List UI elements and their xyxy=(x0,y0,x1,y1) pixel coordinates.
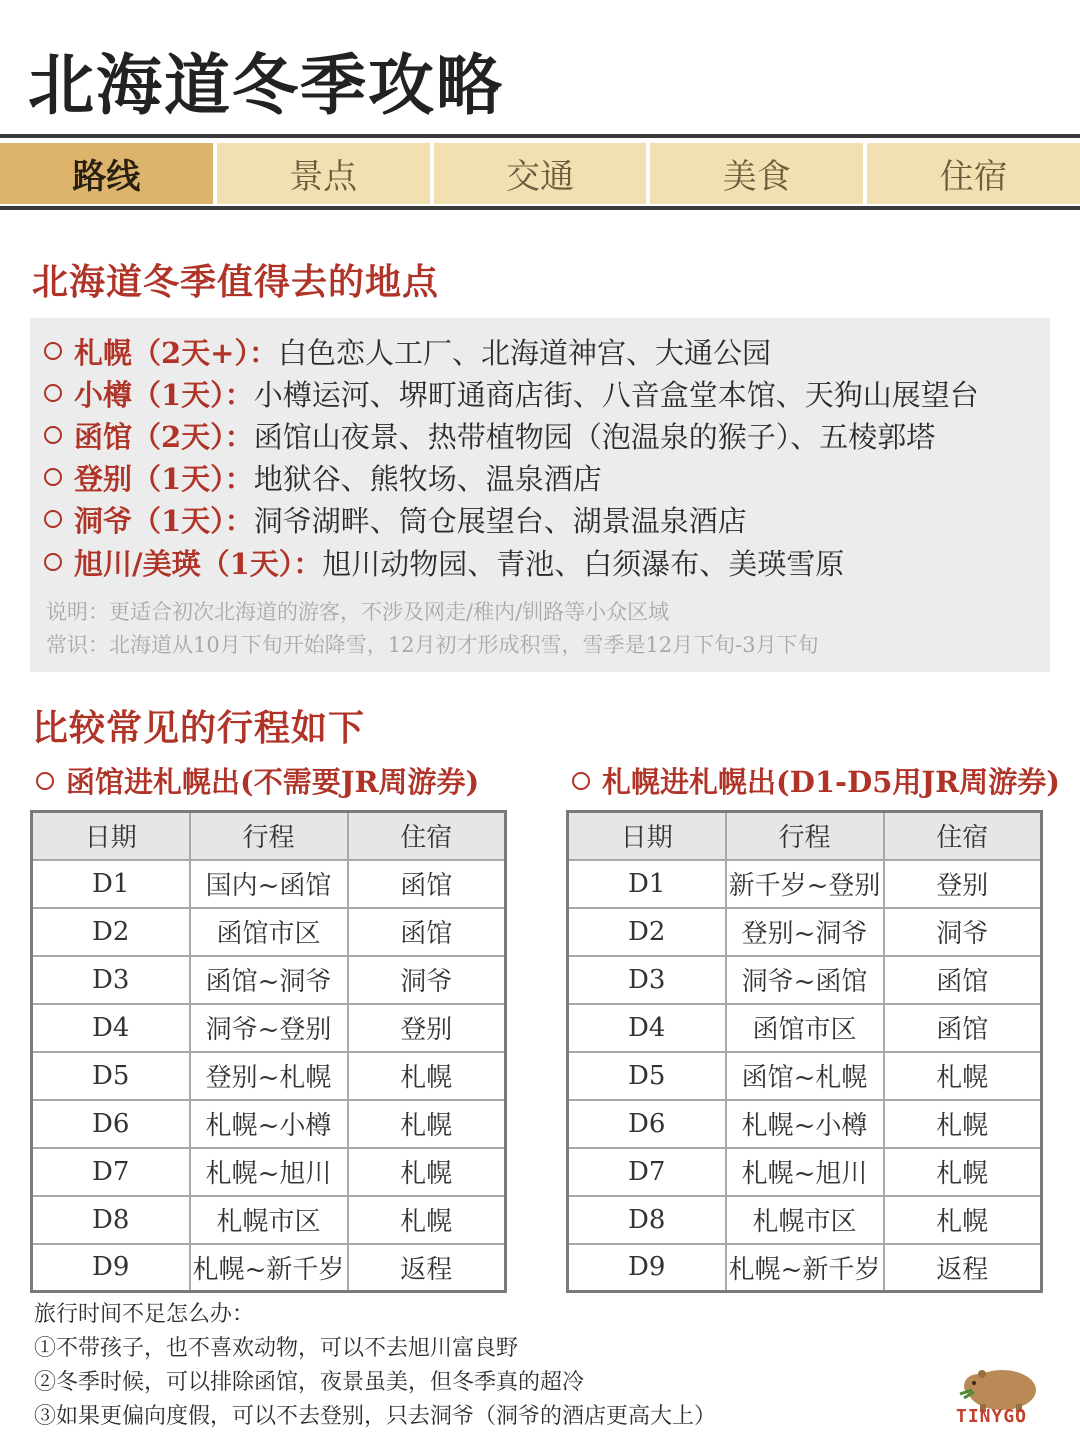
cell-route: 函馆~洞爷 xyxy=(190,956,348,1004)
table-row xyxy=(32,908,506,956)
table-row xyxy=(568,1196,1042,1244)
cell-route: 登别~洞爷 xyxy=(726,908,884,956)
place-spots: 小樽运河、堺町通商店街、八音盒堂本馆、天狗山展望台 xyxy=(253,377,979,412)
place-name: 函馆（2天）： xyxy=(74,419,254,454)
header-route: 行程 xyxy=(726,812,884,860)
tips-heading: 旅行时间不足怎么办： xyxy=(34,1302,255,1327)
places-box xyxy=(30,318,1050,672)
cell-date: D4 xyxy=(32,1004,190,1052)
table-row xyxy=(568,860,1042,908)
plan-a-title-text: 函馆进札幌出(不需要JR周游券) xyxy=(66,765,480,799)
table-row xyxy=(568,1052,1042,1100)
place-item xyxy=(44,456,602,498)
tip-item: ②冬季时候，可以排除函馆，夜景虽美，但冬季真的超冷 xyxy=(34,1370,585,1395)
tip-item: ③如果更偏向度假，可以不去登别，只去洞爷（洞爷的酒店更高大上） xyxy=(34,1404,717,1429)
place-name: 旭川/美瑛（1天）： xyxy=(74,546,323,581)
circle-bullet-icon xyxy=(44,342,62,360)
cell-date: D9 xyxy=(568,1244,726,1292)
table-row xyxy=(32,1100,506,1148)
table-row xyxy=(32,1052,506,1100)
cell-lodging: 洞爷 xyxy=(348,956,506,1004)
cell-route: 札幌~新千岁 xyxy=(726,1244,884,1292)
cell-route: 函馆市区 xyxy=(726,1004,884,1052)
cell-lodging: 洞爷 xyxy=(884,908,1042,956)
header-lodging: 住宿 xyxy=(348,812,506,860)
cell-lodging: 函馆 xyxy=(348,860,506,908)
cell-date: D5 xyxy=(568,1052,726,1100)
places-heading: 北海道冬季值得去的地点 xyxy=(32,261,440,303)
cell-lodging: 返程 xyxy=(884,1244,1042,1292)
cell-lodging: 札幌 xyxy=(884,1100,1042,1148)
table-header-row xyxy=(568,812,1042,860)
cell-date: D2 xyxy=(32,908,190,956)
place-item xyxy=(44,330,771,372)
logo-text: TINYGO xyxy=(956,1406,1028,1427)
place-name: 小樽（1天）： xyxy=(74,377,254,412)
place-item xyxy=(44,414,935,456)
cell-date: D2 xyxy=(568,908,726,956)
place-spots: 函馆山夜景、热带植物园（泡温泉的猴子）、五棱郭塔 xyxy=(253,419,936,454)
place-spots: 旭川动物园、青池、白须瀑布、美瑛雪原 xyxy=(322,546,845,581)
table-header-row xyxy=(32,812,506,860)
top-divider xyxy=(0,134,1080,138)
cell-lodging: 登别 xyxy=(348,1004,506,1052)
place-spots: 地狱谷、熊牧场、温泉酒店 xyxy=(253,461,602,496)
place-spots: 白色恋人工厂、北海道神宫、大通公园 xyxy=(277,335,771,370)
cell-date: D9 xyxy=(32,1244,190,1292)
table-row xyxy=(32,956,506,1004)
cell-lodging: 札幌 xyxy=(884,1196,1042,1244)
cell-route: 登别~札幌 xyxy=(190,1052,348,1100)
cell-lodging: 函馆 xyxy=(884,956,1042,1004)
page-title: 北海道冬季攻略 xyxy=(28,46,504,124)
tab-food[interactable]: 美食 xyxy=(650,143,863,204)
cell-lodging: 返程 xyxy=(348,1244,506,1292)
place-spots: 洞爷湖畔、筒仓展望台、湖景温泉酒店 xyxy=(253,503,747,538)
circle-bullet-icon xyxy=(36,772,54,790)
table-row xyxy=(32,1004,506,1052)
table-row xyxy=(32,1196,506,1244)
cell-route: 国内~函馆 xyxy=(190,860,348,908)
header-date: 日期 xyxy=(32,812,190,860)
tab-route[interactable]: 路线 xyxy=(0,143,213,204)
cell-route: 函馆市区 xyxy=(190,908,348,956)
cell-lodging: 登别 xyxy=(884,860,1042,908)
itinerary-heading: 比较常见的行程如下 xyxy=(32,707,366,749)
cell-route: 札幌~小樽 xyxy=(190,1100,348,1148)
cell-date: D4 xyxy=(568,1004,726,1052)
cell-route: 札幌市区 xyxy=(190,1196,348,1244)
circle-bullet-icon xyxy=(44,468,62,486)
circle-bullet-icon xyxy=(572,772,590,790)
cell-route: 札幌~旭川 xyxy=(190,1148,348,1196)
table-row xyxy=(568,1004,1042,1052)
cell-date: D8 xyxy=(568,1196,726,1244)
note-explanation: 说明：更适合初次北海道的游客，不涉及网走/稚内/钏路等小众区域 xyxy=(46,600,670,624)
header-lodging: 住宿 xyxy=(884,812,1042,860)
header-route: 行程 xyxy=(190,812,348,860)
tips-block xyxy=(34,1298,716,1434)
circle-bullet-icon xyxy=(44,426,62,444)
plan-b-title xyxy=(572,760,1060,801)
circle-bullet-icon xyxy=(44,553,62,571)
table-row xyxy=(568,1148,1042,1196)
table-row xyxy=(568,1244,1042,1292)
cell-date: D7 xyxy=(32,1148,190,1196)
cell-date: D3 xyxy=(32,956,190,1004)
cell-route: 札幌~小樽 xyxy=(726,1100,884,1148)
place-item xyxy=(44,498,747,540)
table-row xyxy=(32,1148,506,1196)
cell-route: 洞爷~登别 xyxy=(190,1004,348,1052)
plan-b-table xyxy=(566,810,1043,1293)
place-item xyxy=(44,541,844,583)
cell-lodging: 札幌 xyxy=(348,1196,506,1244)
cell-date: D7 xyxy=(568,1148,726,1196)
tab-bar xyxy=(0,143,1080,204)
cell-date: D6 xyxy=(568,1100,726,1148)
cell-lodging: 札幌 xyxy=(348,1100,506,1148)
circle-bullet-icon xyxy=(44,384,62,402)
plan-a-table xyxy=(30,810,507,1293)
place-name: 登别（1天）： xyxy=(74,461,254,496)
note-common-knowledge: 常识：北海道从10月下旬开始降雪，12月初才形成积雪，雪季是12月下旬-3月下旬 xyxy=(46,633,819,657)
cell-date: D5 xyxy=(32,1052,190,1100)
cell-date: D1 xyxy=(32,860,190,908)
cell-route: 新千岁~登别 xyxy=(726,860,884,908)
cell-date: D8 xyxy=(32,1196,190,1244)
cell-route: 札幌市区 xyxy=(726,1196,884,1244)
tab-lodging[interactable]: 住宿 xyxy=(867,143,1080,204)
table-row xyxy=(568,956,1042,1004)
cell-route: 札幌~新千岁 xyxy=(190,1244,348,1292)
place-name: 札幌（2天+）： xyxy=(74,335,278,370)
table-row xyxy=(32,1244,506,1292)
header-date: 日期 xyxy=(568,812,726,860)
cell-date: D6 xyxy=(32,1100,190,1148)
table-row xyxy=(32,860,506,908)
cell-lodging: 札幌 xyxy=(348,1148,506,1196)
circle-bullet-icon xyxy=(44,510,62,528)
bottom-divider xyxy=(0,206,1080,210)
cell-date: D3 xyxy=(568,956,726,1004)
plan-a-title xyxy=(36,760,479,801)
cell-lodging: 函馆 xyxy=(884,1004,1042,1052)
table-row xyxy=(568,1100,1042,1148)
cell-date: D1 xyxy=(568,860,726,908)
cell-lodging: 札幌 xyxy=(348,1052,506,1100)
cell-route: 洞爷~函馆 xyxy=(726,956,884,1004)
plan-b-title-text: 札幌进札幌出(D1-D5用JR周游券) xyxy=(602,765,1060,799)
tip-item: ①不带孩子，也不喜欢动物，可以不去旭川富良野 xyxy=(34,1336,519,1361)
tab-attractions[interactable]: 景点 xyxy=(217,143,430,204)
table-row xyxy=(568,908,1042,956)
cell-lodging: 札幌 xyxy=(884,1052,1042,1100)
cell-route: 函馆~札幌 xyxy=(726,1052,884,1100)
cell-lodging: 函馆 xyxy=(348,908,506,956)
cell-route: 札幌~旭川 xyxy=(726,1148,884,1196)
tab-transport[interactable]: 交通 xyxy=(434,143,647,204)
place-name: 洞爷（1天）： xyxy=(74,503,254,538)
place-item xyxy=(44,372,979,414)
cell-lodging: 札幌 xyxy=(884,1148,1042,1196)
